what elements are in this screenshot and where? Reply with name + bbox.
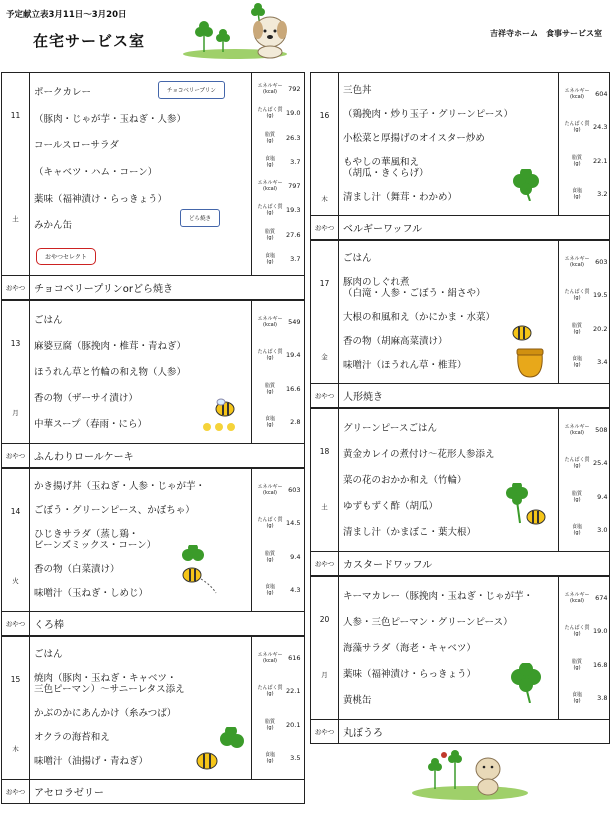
nutrition-label: エネルギー (kcal)	[257, 83, 283, 96]
snack-name: 丸ぼうろ	[343, 728, 383, 739]
menu-period: 予定献立表3月11日〜3月20日	[6, 10, 127, 20]
nutrition-label: たんぱく質 (g)	[564, 625, 590, 638]
snack-row	[1, 275, 305, 300]
dish-item: （キャベツ・ハム・コーン）	[34, 166, 158, 178]
nutrition-label: 脂質 (g)	[264, 228, 275, 241]
dish-item: 豚肉のしぐれ煮 （白滝・人参・ごぼう・絹さや）	[343, 277, 486, 300]
nutrition-label: エネルギー (kcal)	[564, 423, 590, 436]
day-block	[310, 72, 610, 215]
nutrition-value: 19.4	[286, 351, 301, 360]
dish-list	[339, 577, 559, 719]
nutrition-label: たんぱく質 (g)	[257, 204, 283, 217]
nutrition-value: 19.0	[593, 627, 608, 636]
dish-list	[339, 73, 559, 215]
snack-name: チョコベリープリンorどら焼き	[34, 284, 174, 295]
dish-item: ひじきサラダ（蒸し鶏・ ビーンズミックス・コーン）	[34, 528, 157, 551]
dish-item: オクラの海苔和え	[34, 731, 110, 743]
dish-item: 薬味（福神漬け・らっきょう）	[343, 668, 477, 680]
nutrition-table	[559, 409, 611, 551]
dish-item: 味噌汁（ほうれん草・椎茸）	[343, 359, 467, 371]
nutrition-value: 616	[288, 653, 301, 662]
clover-icon	[508, 663, 544, 703]
nutrition-value: 508	[595, 425, 608, 434]
dish-item: 清まし汁（かまぼこ・葉大根）	[343, 526, 477, 538]
nutrition-value: 549	[288, 317, 301, 326]
dish-item: 小松菜と厚揚げのオイスター炒め	[343, 132, 485, 144]
nutrition-label: たんぱく質 (g)	[564, 457, 590, 470]
day-number: 11	[10, 111, 21, 120]
nutrition-value: 3.8	[597, 694, 608, 703]
nutrition-label: 食塩 (g)	[264, 752, 275, 765]
dish-item: 香の物（ザーサイ漬け）	[34, 392, 138, 404]
day-block	[1, 72, 305, 275]
day-of-week: 木	[12, 745, 19, 753]
nutrition-value: 3.4	[597, 358, 608, 367]
dish-item: 人参・三色ピーマン・グリーンピース）	[343, 616, 513, 628]
page-title: 在宅サービス室	[33, 32, 146, 50]
bee-clover-icon	[502, 483, 550, 535]
dish-item: 麻婆豆腐（豚挽肉・椎茸・青ねぎ）	[34, 340, 187, 352]
day-of-week: 土	[12, 215, 19, 223]
snack-row	[310, 551, 610, 576]
day-block	[310, 240, 610, 383]
dish-item: かき揚げ丼（玉ねぎ・人参・じゃが芋・	[34, 481, 206, 493]
clover-icon	[510, 169, 542, 201]
day-block	[310, 408, 610, 551]
nutrition-label: 脂質 (g)	[264, 382, 275, 395]
nutrition-label: 食塩 (g)	[571, 188, 582, 201]
nutrition-value: 25.4	[593, 459, 608, 468]
snack-name: カスタードワッフル	[343, 560, 433, 571]
dish-list	[30, 637, 252, 779]
nutrition-label: たんぱく質 (g)	[257, 517, 283, 530]
bee-flowers-icon	[201, 397, 245, 433]
snack-label: おやつ	[2, 780, 30, 803]
nutrition-label: エネルギー (kcal)	[257, 483, 283, 496]
snack-label: おやつ	[311, 384, 339, 407]
nutrition-label: エネルギー (kcal)	[564, 255, 590, 268]
snack-name: 人形焼き	[343, 392, 383, 403]
dish-item: 中華スープ（春雨・にら）	[34, 418, 148, 430]
dish-list	[30, 469, 252, 611]
dish-item: ごはん	[34, 649, 63, 661]
bee-honey-pot-icon	[508, 321, 548, 379]
snack-name: アセロラゼリー	[34, 788, 104, 799]
nutrition-label: エネルギー (kcal)	[257, 651, 283, 664]
day-number: 16	[319, 111, 330, 120]
day-block	[310, 576, 610, 719]
nutrition-value: 26.3	[286, 133, 301, 142]
nutrition-value: 2.8	[290, 418, 301, 427]
snack-label: おやつ	[2, 276, 30, 299]
snack-select-label: おやつセレクト	[36, 248, 96, 265]
snack-label: おやつ	[2, 444, 30, 467]
nutrition-label: 食塩 (g)	[264, 155, 275, 168]
day-of-week: 火	[12, 577, 19, 585]
day-block	[1, 636, 305, 779]
day-number: 17	[319, 279, 330, 288]
dish-item: ごはん	[34, 314, 63, 326]
snack-name: ベルギーワッフル	[343, 224, 423, 235]
dish-item: 黄金カレイの煮付け〜花形人参添え	[343, 448, 495, 460]
dish-item: コールスローサラダ	[34, 140, 119, 152]
snack-row	[1, 611, 305, 636]
nutrition-value: 792	[288, 85, 301, 94]
snack-label: おやつ	[311, 216, 339, 239]
clover-dog-illustration	[180, 2, 295, 60]
callout-choco-berry: チョコベリープリン	[158, 81, 225, 99]
nutrition-value: 27.6	[286, 230, 301, 239]
day-block	[1, 468, 305, 611]
nutrition-value: 4.3	[290, 586, 301, 595]
snack-row	[310, 215, 610, 240]
nutrition-label: 食塩 (g)	[264, 584, 275, 597]
nutrition-label: エネルギー (kcal)	[564, 87, 590, 100]
nutrition-value: 9.4	[597, 492, 608, 501]
dish-list	[339, 241, 559, 383]
nutrition-value: 603	[288, 485, 301, 494]
day-number: 15	[10, 675, 21, 684]
nutrition-label: 脂質 (g)	[571, 490, 582, 503]
nutrition-label: 食塩 (g)	[571, 356, 582, 369]
menu-column-left	[1, 72, 305, 804]
nutrition-value: 24.3	[593, 123, 608, 132]
bee-clover-icon	[176, 545, 226, 595]
dish-item: （鶏挽肉・炒り玉子・グリーンピース）	[343, 109, 513, 121]
nutrition-table	[252, 637, 304, 779]
nutrition-value: 20.1	[286, 720, 301, 729]
dish-item: キーマカレー（豚挽肉・玉ねぎ・じゃが芋・	[343, 590, 534, 602]
nutrition-table	[252, 301, 304, 443]
nutrition-value: 9.4	[290, 552, 301, 561]
nutrition-value: 797	[288, 182, 301, 191]
menu-column-right	[310, 72, 610, 744]
snack-label: おやつ	[2, 612, 30, 635]
nutrition-value: 3.7	[290, 157, 301, 166]
day-number: 14	[10, 507, 21, 516]
dish-item: グリーンピースごはん	[343, 422, 437, 434]
snack-label: おやつ	[311, 720, 339, 743]
day-number: 20	[319, 615, 330, 624]
dish-item: もやしの華風和え （胡瓜・きくらげ）	[343, 156, 429, 179]
day-of-week: 金	[321, 353, 328, 361]
nutrition-table	[559, 73, 611, 215]
nutrition-value: 14.5	[286, 519, 301, 528]
nutrition-label: 脂質 (g)	[264, 718, 275, 731]
day-block	[1, 300, 305, 443]
snack-row	[1, 443, 305, 468]
nutrition-value: 19.3	[286, 206, 301, 215]
day-of-week: 木	[321, 195, 328, 203]
nutrition-value: 22.1	[593, 156, 608, 165]
snack-name: くろ棒	[34, 620, 64, 631]
day-of-week: 月	[12, 409, 19, 417]
dish-item: （豚肉・じゃが芋・玉ねぎ・人参）	[34, 113, 187, 125]
day-number: 13	[10, 339, 21, 348]
dish-item: 焼肉（豚肉・玉ねぎ・キャベツ・ 三色ピーマン）〜サニーレタス添え	[34, 673, 185, 696]
nutrition-label: 脂質 (g)	[571, 658, 582, 671]
dish-item: 味噌汁（玉ねぎ・しめじ）	[34, 587, 149, 599]
nutrition-label: たんぱく質 (g)	[257, 107, 283, 120]
nutrition-value: 603	[595, 257, 608, 266]
dish-item: 清まし汁（舞茸・わかめ）	[343, 191, 458, 203]
nutrition-value: 674	[595, 593, 608, 602]
snack-label: おやつ	[311, 552, 339, 575]
day-number: 18	[319, 447, 330, 456]
nutrition-table	[252, 469, 304, 611]
dish-item: ごぼう・グリーンピース、かぼちゃ）	[34, 505, 195, 517]
dish-item: 薬味（福神漬け・らっきょう）	[34, 193, 168, 205]
nutrition-value: 20.2	[593, 324, 608, 333]
dish-item: 三色丼	[343, 85, 372, 97]
dish-item: かぶのかにあんかけ（糸みつば）	[34, 707, 177, 719]
nutrition-label: エネルギー (kcal)	[257, 180, 283, 193]
nutrition-label: 食塩 (g)	[264, 252, 275, 265]
nutrition-label: 脂質 (g)	[264, 131, 275, 144]
dish-item: 味噌汁（油揚げ・青ねぎ）	[34, 755, 149, 767]
snack-row	[310, 383, 610, 408]
nutrition-value: 3.0	[597, 526, 608, 535]
nutrition-label: 脂質 (g)	[571, 322, 582, 335]
dish-item: 香の物（胡麻高菜漬け）	[343, 335, 448, 347]
dish-item: 菜の花のおかか和え（竹輪）	[343, 474, 467, 486]
nutrition-label: 食塩 (g)	[571, 524, 582, 537]
dish-item: 海藻サラダ（海老・キャベツ）	[343, 642, 476, 654]
dish-item: ほうれん草と竹輪の和え物（人参）	[34, 366, 187, 378]
snack-name: ふんわりロールケーキ	[34, 452, 134, 463]
nutrition-label: 脂質 (g)	[264, 550, 275, 563]
day-of-week: 月	[321, 671, 328, 679]
dish-list	[30, 301, 252, 443]
nutrition-value: 22.1	[286, 687, 301, 696]
snack-row	[310, 719, 610, 744]
nutrition-value: 3.7	[290, 254, 301, 263]
nutrition-value: 16.6	[286, 384, 301, 393]
nutrition-value: 16.8	[593, 660, 608, 669]
nutrition-label: たんぱく質 (g)	[257, 685, 283, 698]
organization-name: 吉祥寺ホーム 食事サービス室	[490, 29, 602, 38]
nutrition-label: たんぱく質 (g)	[564, 121, 590, 134]
nutrition-table	[252, 73, 304, 275]
nutrition-value: 3.2	[597, 190, 608, 199]
nutrition-label: たんぱく質 (g)	[564, 289, 590, 302]
dish-item: ごはん	[343, 253, 372, 265]
nutrition-value: 19.0	[286, 109, 301, 118]
nutrition-label: エネルギー (kcal)	[257, 315, 283, 328]
nutrition-value: 604	[595, 89, 608, 98]
nutrition-label: 食塩 (g)	[571, 692, 582, 705]
dish-item: 大根の和風和え（かにかま・水菜）	[343, 311, 496, 323]
day-of-week: 土	[321, 503, 328, 511]
nutrition-value: 19.5	[593, 291, 608, 300]
dish-list	[339, 409, 559, 551]
nutrition-label: 食塩 (g)	[264, 416, 275, 429]
bee-clover-icon	[191, 727, 245, 775]
callout-dorayaki: どら焼き	[180, 209, 220, 227]
clover-dog-illustration	[410, 745, 530, 801]
nutrition-value: 3.5	[290, 754, 301, 763]
dish-item: 黄桃缶	[343, 694, 372, 706]
dish-item: ポークカレー	[34, 86, 92, 98]
nutrition-label: たんぱく質 (g)	[257, 349, 283, 362]
nutrition-table	[559, 577, 611, 719]
dish-list	[30, 73, 252, 275]
nutrition-label: 脂質 (g)	[571, 154, 582, 167]
nutrition-table	[559, 241, 611, 383]
dish-item: ゆずもずく酢（胡瓜）	[343, 500, 439, 512]
snack-row	[1, 779, 305, 804]
dish-item: みかん缶	[34, 220, 73, 232]
nutrition-label: エネルギー (kcal)	[564, 591, 590, 604]
dish-item: 香の物（白菜漬け）	[34, 563, 120, 575]
